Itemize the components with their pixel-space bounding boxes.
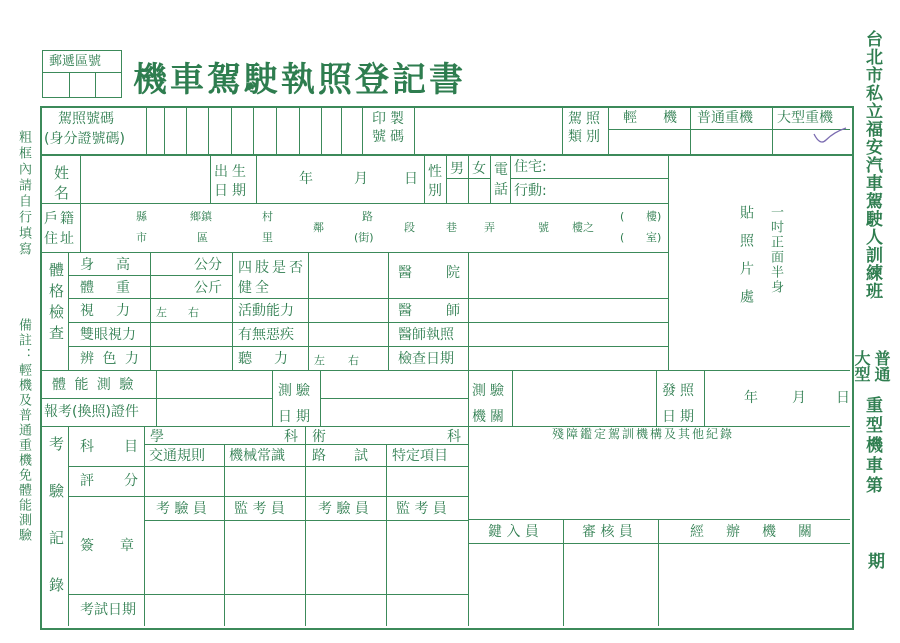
photo-paste-label: 貼照片處 [738,205,754,317]
weight-label: 體 重 [80,280,134,296]
disability-note-label: 殘障鑑定駕訓機構及其他紀錄 [552,427,735,441]
hearing-right[interactable]: 右 [348,354,359,367]
exam-date-field[interactable] [469,347,667,369]
course-large: 大型 [852,350,871,382]
birth-month: 月 [354,171,368,187]
addr-floor-close: 樓) [646,210,662,223]
traffic-rules-label: 交通規則 [149,448,205,464]
name-field[interactable] [81,155,209,202]
color-vision-label: 辨 色 力 [80,351,141,367]
hearing-label: 聽 力 [238,351,292,367]
addr-floor-of: 樓之 [572,221,594,234]
seal-field-3[interactable] [306,521,385,593]
seal-field-4[interactable] [387,521,467,593]
vision-left[interactable]: 左 [156,306,167,319]
id-number-label: (身分證號碼) [44,131,125,147]
gender-male[interactable]: 男 [450,161,464,177]
examiner-label-2: 考 驗 員 [318,501,369,517]
addr-room-open: ( [620,231,625,244]
disease-field[interactable] [309,323,387,345]
written-suffix: 科 [284,429,298,445]
mobility-field[interactable] [309,299,387,321]
type-normal-heavy[interactable]: 普通重機 [697,110,753,126]
issue-month: 月 [792,390,806,406]
practical-suffix: 科 [447,429,461,445]
color-vision-field[interactable] [151,347,231,369]
course-suffix: 重型機車第 [862,396,882,496]
name-label: 姓名 [54,164,70,202]
disease-label: 有無惡疾 [238,327,294,343]
period-label: 期 [864,552,884,569]
doctor-field[interactable] [469,299,667,321]
doctor-label: 醫 師 [398,303,462,319]
addr-lane: 巷 [446,221,457,234]
limbs-label-1: 四肢是否健全 [238,260,306,296]
reviewer-label: 審 核 員 [582,524,633,540]
report-docs-label: 報考(換照)證件 [44,404,139,420]
vision-right[interactable]: 右 [188,306,199,319]
issue-date-label: 發照日期 [662,383,698,425]
addr-floor-open: ( [620,210,625,223]
type-light[interactable]: 輕 機 [623,110,683,126]
license-number-label: 駕照號碼 [58,111,114,127]
photo-size-note: 一吋正面半身 [768,205,783,295]
addr-alley: 弄 [484,221,495,234]
addr-number: 號 [538,221,549,234]
score-road[interactable] [306,467,385,495]
agency-label: 經 辦 機 關 [690,524,816,540]
issue-date-field[interactable] [705,371,850,425]
birth-day: 日 [404,171,418,187]
birth-year: 年 [299,171,313,187]
test-agency-field[interactable] [513,371,655,425]
examiner-label-1: 考 驗 員 [156,501,207,517]
bold-frame-note: 粗框內請自行填寫 [16,130,31,258]
doctor-license-field[interactable] [469,323,667,345]
subject-label: 科 目 [80,439,146,455]
school-name: 台北市私立福安汽車駕駛人訓練班 [862,30,882,300]
addr-room-close: 室) [646,231,662,244]
hearing-left[interactable]: 左 [314,354,325,367]
addr-city: 市 [136,231,147,244]
print-number-label: 印製號碼 [372,111,408,145]
addr-li: 里 [262,231,273,244]
birth-date-field[interactable] [257,155,423,202]
height-label: 身 高 [80,257,134,273]
course-normal: 普通 [872,350,891,382]
hospital-label: 醫 院 [398,265,462,281]
phone-mobile[interactable]: 行動: [514,183,547,199]
birth-date-label: 出生日期 [214,164,250,199]
addr-village: 村 [262,210,273,223]
gender-label: 性別 [428,164,442,199]
seal-field-1[interactable] [145,521,223,593]
entry-clerk-field[interactable] [469,544,562,625]
fitness-test-label: 體 能 測 驗 [52,377,136,393]
weight-unit: 公斤 [194,280,222,296]
height-unit: 公分 [194,257,222,273]
mobility-label: 活動能力 [238,303,294,319]
postal-code-label: 郵遞區號 [49,54,102,69]
supervisor-label-2: 監 考 員 [396,501,447,517]
addr-district: 區 [197,231,208,244]
photo-area[interactable] [669,155,850,370]
exam-date-field-bottom[interactable] [145,595,467,625]
issue-year: 年 [744,390,758,406]
test-date-label: 測驗日期 [278,383,314,425]
fitness-test-field[interactable] [157,371,271,397]
type-large-heavy[interactable]: 大型重機 [777,110,833,126]
license-type-label: 駕照類別 [568,111,604,145]
written-label: 學 [150,429,164,445]
score-label: 評 分 [80,473,146,489]
agency-field[interactable] [659,544,850,625]
report-docs-field[interactable] [157,399,271,425]
exam-record-label: 考驗記錄 [47,436,65,624]
physical-exam-label: 體格檢查 [47,262,65,346]
supervisor-label-1: 監 考 員 [234,501,285,517]
binocular-field[interactable] [151,323,231,345]
addr-street: (街) [354,231,374,244]
check-mark-icon [812,124,848,146]
score-mechanics[interactable] [225,467,304,495]
addr-road: 路 [362,210,373,223]
seal-field-2[interactable] [225,521,304,593]
phone-label: 電話 [494,162,508,198]
special-items-label: 特定項目 [392,448,448,464]
phone-home[interactable]: 住宅: [514,159,547,175]
binocular-label: 雙眼視力 [80,327,136,343]
issue-day: 日 [836,390,850,406]
road-test-label: 路 試 [312,448,368,464]
addr-township: 鄉鎮 [190,210,212,223]
hospital-field[interactable] [469,253,667,297]
score-traffic[interactable] [145,467,223,495]
entry-clerk-label: 鍵 入 員 [488,524,539,540]
license-number-cells[interactable] [146,106,362,154]
remarks-note: 備註：輕機及普通重機免體能測驗 [16,318,31,543]
reviewer-field[interactable] [564,544,657,625]
mechanics-label: 機械常識 [229,448,285,464]
addr-county: 縣 [136,210,147,223]
form-title: 機車駕駛執照登記書 [133,60,466,100]
exam-date-label: 檢查日期 [398,351,454,367]
addr-section: 段 [404,221,415,234]
gender-female[interactable]: 女 [472,161,486,177]
seal-label: 簽 章 [80,538,140,554]
score-special[interactable] [387,467,467,495]
practical-label: 術 [312,429,326,445]
address-label: 戶籍住址 [44,211,76,247]
disability-note-field[interactable] [469,444,850,518]
test-agency-label: 測驗機關 [472,383,508,425]
exam-date-label-bottom: 考試日期 [80,602,136,618]
vision-label: 視 力 [80,303,134,319]
addr-neighborhood: 鄰 [313,221,324,234]
print-number-field[interactable] [415,107,561,153]
limbs-field[interactable] [309,253,387,297]
doctor-license-label: 醫師執照 [398,327,454,343]
postal-code-box[interactable] [42,50,122,98]
